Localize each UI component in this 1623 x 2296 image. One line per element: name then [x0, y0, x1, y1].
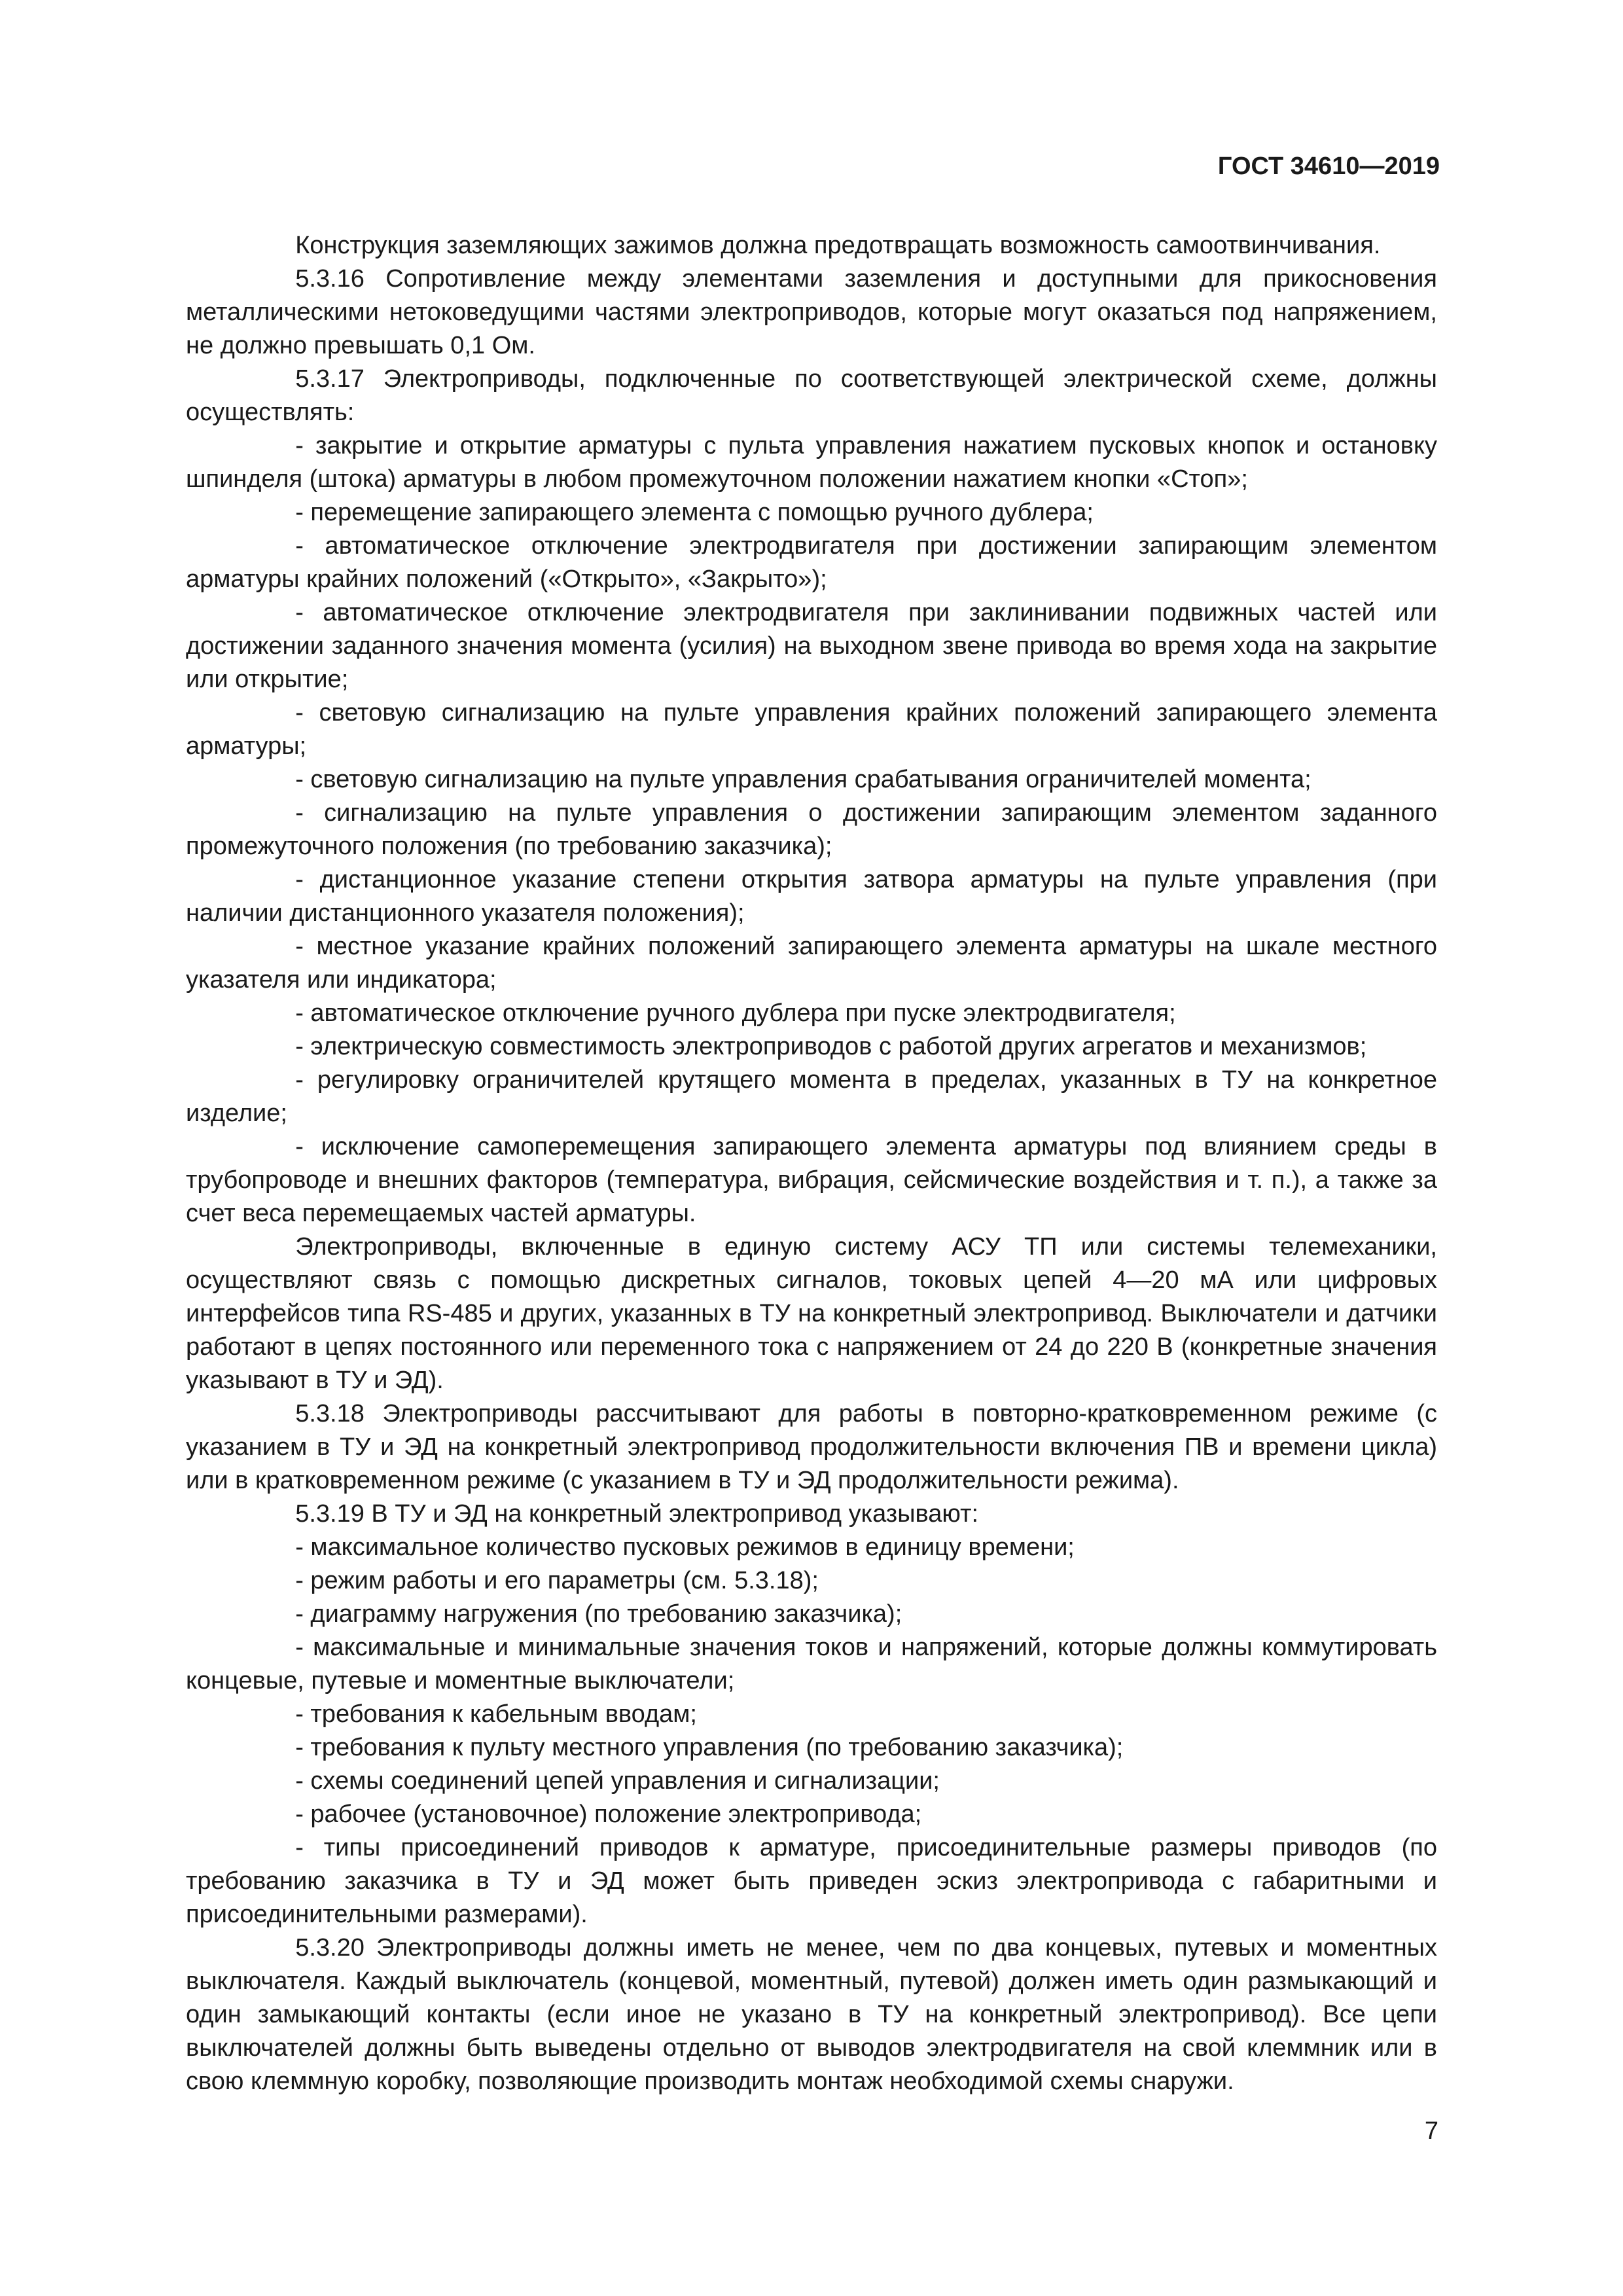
list-item: - требования к пульту местного управления (по требованию заказчика); — [295, 1734, 1124, 1761]
list-item: - схемы соединений цепей управления и сигнализации; — [295, 1767, 940, 1795]
clause-5-3-19: 5.3.19 В ТУ и ЭД на конкретный электропривод указывают: — [295, 1500, 979, 1528]
list-item: - максимальные и минимальные значения токов и напряжений, которые должны коммутировать концевые, путевые и моментные выключатели; — [186, 1634, 1437, 1695]
paragraph: Электроприводы, включенные в единую систему АСУ ТП или системы телемеханики, осуществляют связь с помощью дискретных сигналов, токовых цепей 4—20 мА или цифровых интерфейсов типа RS-485 и других, указанных в ТУ на конкретный электропривод. Выключатели и датчики работают в цепях постоянного или переменного тока с напряжением от 24 до 220 В (конкретные значения указывают в ТУ и ЭД). — [186, 1233, 1437, 1394]
list-item: - автоматическое отключение ручного дублера при пуске электродвигателя; — [295, 999, 1176, 1027]
page-number: 7 — [1424, 2117, 1438, 2145]
document-body — [186, 229, 1437, 2098]
list-item: - световую сигнализацию на пульте управления срабатывания ограничителей момента; — [295, 766, 1311, 793]
list-item: - местное указание крайних положений запирающего элемента арматуры на шкале местного указателя или индикатора; — [186, 933, 1437, 994]
list-item: - дистанционное указание степени открытия затвора арматуры на пульте управления (при наличии дистанционного указателя положения); — [186, 866, 1437, 927]
clause-5-3-18: 5.3.18 Электроприводы рассчитывают для работы в повторно-кратковременном режиме (с указанием в ТУ и ЭД на конкретный электропривод продолжительности включения ПВ и времени цикла) или в кратковременном режиме (с указанием в ТУ и ЭД продолжительности режима). — [186, 1400, 1437, 1494]
list-item: - автоматическое отключение электродвигателя при достижении запирающим элементом арматуры крайних положений («Открыто», «Закрыто»); — [186, 532, 1437, 593]
list-item: - максимальное количество пусковых режимов в единицу времени; — [295, 1534, 1075, 1561]
standard-code-header: ГОСТ 34610—2019 — [1217, 152, 1440, 180]
list-item: - закрытие и открытие арматуры с пульта управления нажатием пусковых кнопок и остановку шпинделя (штока) арматуры в любом промежуточном положении нажатием кнопки «Стоп»; — [186, 432, 1437, 493]
list-item: - сигнализацию на пульте управления о достижении запирающим элементом заданного промежуточного положения (по требованию заказчика); — [186, 799, 1437, 860]
list-item: - рабочее (установочное) положение электропривода; — [295, 1801, 922, 1828]
list-item: - исключение самоперемещения запирающего элемента арматуры под влиянием среды в трубопроводе и внешних факторов (температура, вибрация, сейсмические воздействия и т. п.), а также за счет веса перемещаемых частей арматуры. — [186, 1133, 1437, 1227]
clause-5-3-16: 5.3.16 Сопротивление между элементами заземления и доступными для прикосновения металлическими нетоковедущими частями электроприводов, которые могут оказаться под напряжением, не должно превышать 0,1 Ом. — [186, 265, 1437, 359]
clause-5-3-17: 5.3.17 Электроприводы, подключенные по соответствующей электрической схеме, должны осуществлять: — [186, 365, 1437, 426]
list-item: - перемещение запирающего элемента с помощью ручного дублера; — [295, 499, 1094, 526]
list-item: - электрическую совместимость электроприводов с работой других агрегатов и механизмов; — [295, 1033, 1367, 1060]
clause-5-3-20: 5.3.20 Электроприводы должны иметь не менее, чем по два концевых, путевых и моментных выключателя. Каждый выключатель (концевой, моментный, путевой) должен иметь один размыкающий и один замыкающий контакты (если иное не указано в ТУ на конкретный электропривод). Все цепи выключателей должны быть выведены отдельно от выводов электродвигателя на свой клеммник или в свою клеммную коробку, позволяющие производить монтаж необходимой схемы снаружи. — [186, 1934, 1437, 2095]
list-item: - типы присоединений приводов к арматуре, присоединительные размеры приводов (по требованию заказчика в ТУ и ЭД может быть приведен эскиз электропривода с габаритными и присоединительными размерами). — [186, 1834, 1437, 1928]
list-item: - световую сигнализацию на пульте управления крайних положений запирающего элемента арматуры; — [186, 699, 1437, 760]
list-item: - автоматическое отключение электродвигателя при заклинивании подвижных частей или достижении заданного значения момента (усилия) на выходном звене привода во время хода на закрытие или открытие; — [186, 599, 1437, 693]
list-item: - требования к кабельным вводам; — [295, 1700, 697, 1728]
paragraph: Конструкция заземляющих зажимов должна предотвращать возможность самоотвинчивания. — [295, 232, 1381, 259]
list-item: - диаграмму нагружения (по требованию заказчика); — [295, 1600, 902, 1628]
list-item: - режим работы и его параметры (см. 5.3.18); — [295, 1567, 819, 1594]
list-item: - регулировку ограничителей крутящего момента в пределах, указанных в ТУ на конкретное изделие; — [186, 1066, 1437, 1127]
